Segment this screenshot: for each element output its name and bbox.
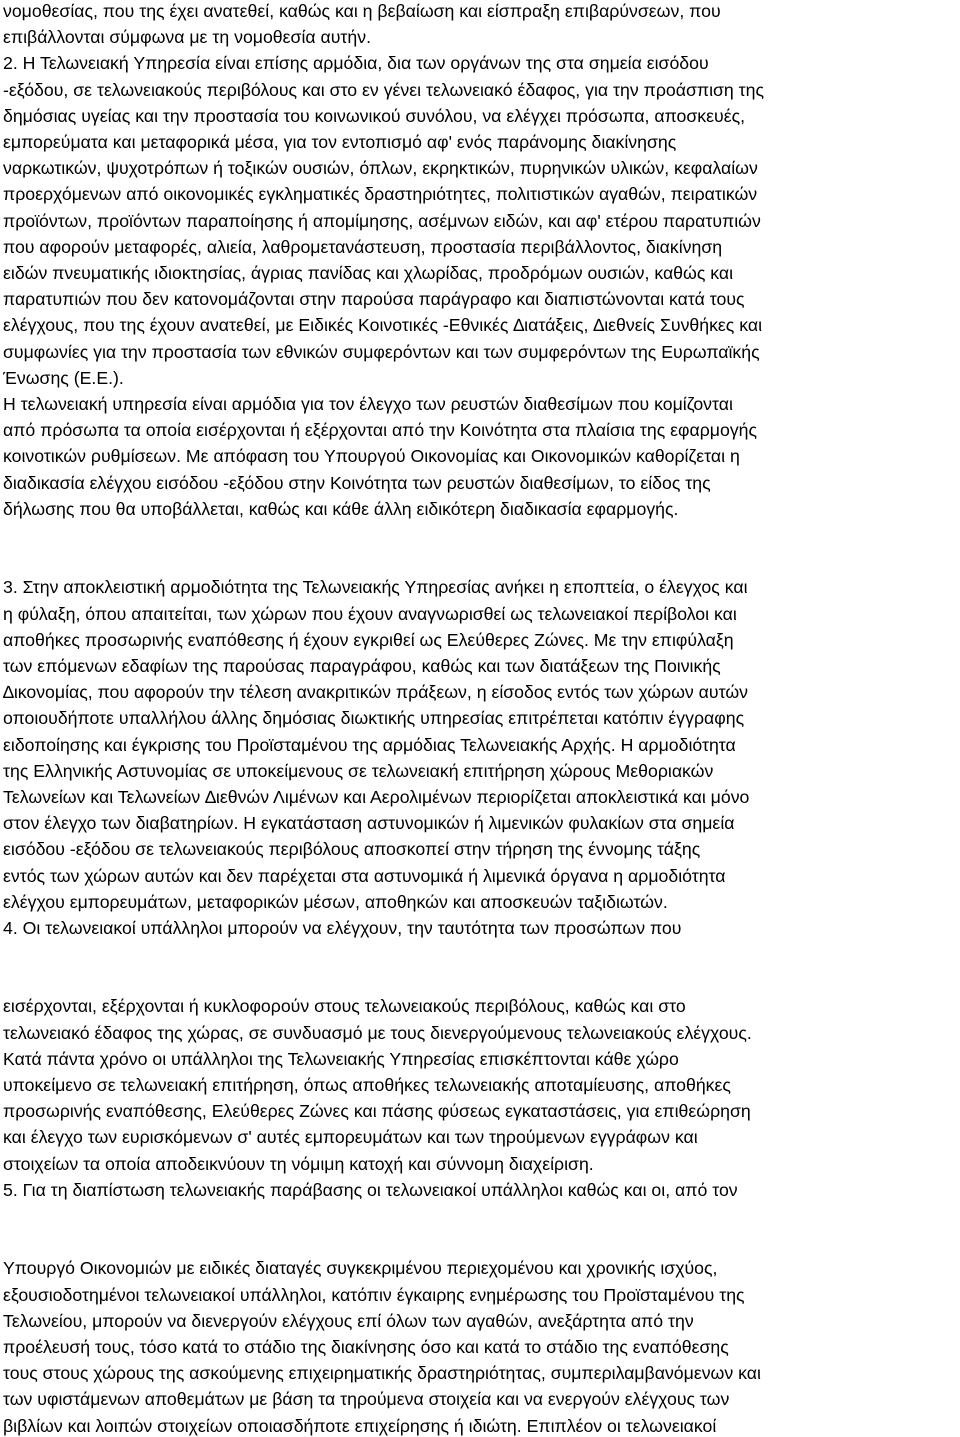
text-line: εισόδου -εξόδου σε τελωνειακούς περιβόλους αποσκοπεί στην τήρηση της έννομης τάξης bbox=[3, 839, 701, 860]
text-line: εξουσιοδοτημένοι τελωνειακοί υπάλληλοι, κατόπιν έγκαιρης ενημέρωσης του Προϊσταμένου της bbox=[3, 1284, 745, 1305]
text-line: στον έλεγχο των διαβατηρίων. Η εγκατάσταση αστυνομικών ή λιμενικών φυλακίων στα σημεία bbox=[3, 813, 735, 834]
text-line: παρατυπιών που δεν κατονομάζονται στην παρούσα παράγραφο και διαπιστώνονται κατά τους bbox=[3, 289, 745, 310]
text-line: εντός των χώρων αυτών και δεν παρέχεται στα αστυνομικά ή λιμενικά όργανα η αρμοδιότητα bbox=[3, 865, 726, 886]
text-line: Η τελωνειακή υπηρεσία είναι αρμόδια για τον έλεγχο των ρευστών διαθεσίμων που κομίζονται bbox=[3, 394, 733, 414]
text-line: 4. Οι τελωνειακοί υπάλληλοι μπορούν να ελέγχουν, την ταυτότητα των προσώπων που bbox=[3, 917, 682, 938]
text-line: στοιχείων τα οποία αποδεικνύουν τη νόμιμη κατοχή και σύννομη διαχείριση. bbox=[3, 1153, 594, 1174]
text-line: νομοθεσίας, που της έχει ανατεθεί, καθώς και η βεβαίωση και είσπραξη επιβαρύνσεων, που bbox=[3, 1, 721, 21]
text-line: βιβλίων και λοιπών στοιχείων οποιασδήποτε επιχείρησης ή ιδιώτη. Επιπλέον οι τελωνειακοί bbox=[3, 1415, 717, 1436]
text-line: δήλωσης που θα υποβάλλεται, καθώς και κάθε άλλη ειδικότερη διαδικασία εφαρμογής. bbox=[3, 498, 679, 519]
text-line: προέλευσή τους, τόσο κατά το στάδιο της διακίνησης όσο και κατά το στάδιο της εναπόθεσης bbox=[3, 1336, 729, 1357]
text-line: επιβάλλονται σύμφωνα με τη νομοθεσία αυτήν. bbox=[3, 27, 371, 48]
text-line: ∆ικονομίας, που αφορούν την τέλεση ανακριτικών πράξεων, η είσοδος εντός των χώρων αυτών bbox=[3, 682, 748, 703]
text-line: τους στους χώρους της ασκούμενης επιχειρηματικής δραστηριότητας, συμπεριλαμβανόμενων και bbox=[3, 1363, 761, 1384]
text-line: αποθήκες προσωρινής εναπόθεσης ή έχουν εγκριθεί ως Ελεύθερες Ζώνες. Με την επιφύλαξη bbox=[3, 629, 734, 650]
text-line: η φύλαξη, όπου απαιτείται, των χώρων που έχουν αναγνωρισθεί ως τελωνειακοί περίβολοι και bbox=[3, 603, 737, 624]
text-line: Τελωνείων και Τελωνείων ∆ιεθνών Λιμένων και Αερολιμένων περιορίζεται αποκλειστικά και μόνο bbox=[3, 786, 750, 807]
text-line: Κατά πάντα χρόνο οι υπάλληλοι της Τελωνειακής Υπηρεσίας επισκέπτονται κάθε χώρο bbox=[3, 1048, 679, 1069]
text-line: ειδών πνευματικής ιδιοκτησίας, άγριας πανίδας και χλωρίδας, προδρόμων ουσιών, καθώς και bbox=[3, 263, 734, 283]
text-line: ναρκωτικών, ψυχοτρόπων ή τοξικών ουσιών, όπλων, εκρηκτικών, πυρηνικών υλικών, κεφαλαίων bbox=[3, 158, 758, 179]
text-line: Τελωνείου, μπορούν να διενεργούν ελέγχους επί όλων των αγαθών, ανεξάρτητα από την bbox=[3, 1310, 694, 1331]
text-line: Υπουργό Οικονομιών με ειδικές διαταγές συγκεκριμένου περιεχομένου και χρονικής ισχύος, bbox=[3, 1258, 718, 1279]
text-line: που αφορούν μεταφορές, αλιεία, λαθρομετανάστευση, προστασία περιβάλλοντος, διακίνηση bbox=[3, 236, 723, 257]
text-line: ελέγχους, που της έχουν ανατεθεί, με Ειδικές Κοινοτικές -Εθνικές ∆ιατάξεις, ∆ιεθνείς Συνθήκες και bbox=[3, 315, 763, 336]
text-line: των υφιστάμενων αποθεμάτων με βάση τα τηρούμενα στοιχεία και να ενεργούν ελέγχους των bbox=[3, 1389, 730, 1410]
text-line: εισέρχονται, εξέρχονται ή κυκλοφορούν στους τελωνειακούς περιβόλους, καθώς και στο bbox=[3, 996, 686, 1017]
text-line: 5. Για τη διαπίστωση τελωνειακής παράβασης οι τελωνειακοί υπάλληλοι καθώς και οι, από τον bbox=[3, 1179, 738, 1200]
text-line: υποκείμενο σε τελωνειακή επιτήρηση, όπως αποθήκες τελωνειακής αποταμίευσης, αποθήκες bbox=[3, 1075, 731, 1095]
text-line: προσωρινής εναπόθεσης, Ελεύθερες Ζώνες και πάσης φύσεως εγκαταστάσεις, για επιθεώρηση bbox=[3, 1101, 751, 1122]
text-line: κοινοτικών ρυθμίσεων. Με απόφαση του Υπουργού Οικονομίας και Οικονομικών καθορίζεται η bbox=[3, 446, 740, 467]
text-line: ειδοποίησης και έγκρισης του Προϊσταμένου της αρμόδιας Τελωνειακής Αρχής. Η αρμοδιότητα bbox=[3, 734, 736, 755]
text-line: 2. Η Τελωνειακή Υπηρεσία είναι επίσης αρμόδια, δια των οργάνων της στα σημεία εισόδου bbox=[3, 53, 709, 74]
text-line: οποιουδήποτε υπαλλήλου άλλης δημόσιας διωκτικής υπηρεσίας επιτρέπεται κατόπιν έγγραφης bbox=[3, 708, 745, 729]
text-line: συμφωνίες για την προστασία των εθνικών συμφερόντων και των συμφερόντων της Ευρωπαϊκής bbox=[3, 341, 760, 362]
text-line: προερχόμενων από οικονομικές εγκληματικές δραστηριότητες, πολιτιστικών αγαθών, πειρατικών bbox=[3, 184, 758, 205]
text-line: 3. Στην αποκλειστική αρμοδιότητα της Τελωνειακής Υπηρεσίας ανήκει η εποπτεία, ο έλεγχος και bbox=[3, 577, 748, 598]
text-line: και έλεγχο των ευρισκόμενων σ' αυτές εμπορευμάτων και των τηρούμενων εγγράφων και bbox=[3, 1127, 698, 1148]
text-line: διαδικασία ελέγχου εισόδου -εξόδου στην Κοινότητα των ρευστών διαθεσίμων, το είδος της bbox=[3, 472, 711, 493]
text-line: από πρόσωπα τα οποία εισέρχονται ή εξέρχονται από την Κοινότητα στα πλαίσια της εφαρμογής bbox=[3, 420, 758, 441]
text-line: ελέγχου εμπορευμάτων, μεταφορικών μέσων, αποθηκών και αποσκευών ταξιδιωτών. bbox=[3, 891, 668, 912]
text-line: -εξόδου, σε τελωνειακούς περιβόλους και στο εν γένει τελωνειακό έδαφος, για την προάσπιση της bbox=[3, 79, 765, 100]
text-line: Ένωσης (Ε.Ε.). bbox=[3, 367, 124, 388]
text-line: τελωνειακό έδαφος της χώρας, σε συνδυασμό με τους διενεργούμενους τελωνειακούς ελέγχους. bbox=[3, 1022, 752, 1043]
text-line: προϊόντων, προϊόντων παραποίησης ή απομίμησης, ασέμνων ειδών, και αφ' ετέρου παρατυπιών bbox=[3, 210, 761, 231]
text-line: των επόμενων εδαφίων της παρούσας παραγράφου, καθώς και των διατάξεων της Ποινικής bbox=[3, 655, 721, 676]
text-line: εμπορεύματα και μεταφορικά μέσα, για τον εντοπισμό αφ' ενός παράνομης διακίνησης bbox=[3, 132, 677, 152]
text-line: της Ελληνικής Αστυνομίας σε υποκείμενους σε τελωνειακή επιτήρηση χώρους Μεθοριακών bbox=[3, 760, 714, 781]
text-line: δημόσιας υγείας και την προστασία του κοινωνικού συνόλου, να ελέγχει πρόσωπα, αποσκευές, bbox=[3, 105, 746, 126]
